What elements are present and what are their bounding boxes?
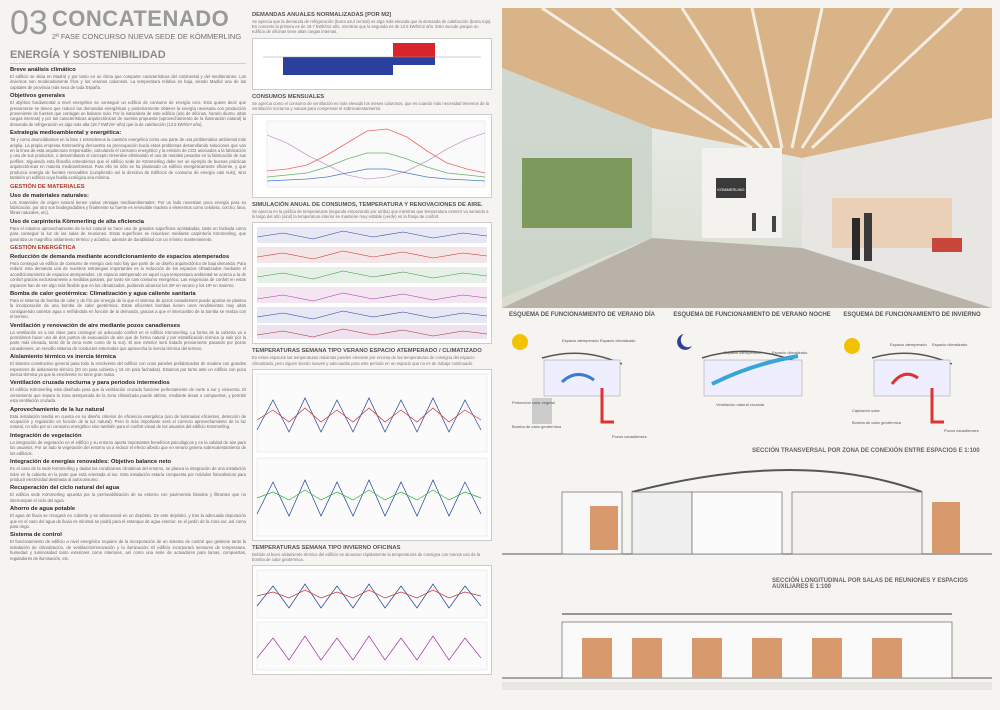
block-text: En estos espacios las temperaturas máximas pueden elevarse por encima de las temperaturas de consigna del espacio climatizado, pero siguen siendo suaves y adecuadas para este periodo en un espacio que no es de trabajo continuado.	[252, 355, 475, 366]
foundation	[502, 682, 992, 690]
annual-demand-svg	[253, 39, 491, 89]
block-text: Tal y como anunciábamos en la fase 1 entendemos la cuestión energética como una parte de una problemática ambiental más amplia. La propia empresa Kömmerling demuestra su preocupación hacia estos problemas desarrollando soluciones que van en la línea de esta arquitectura responsable, calculando el consumo energético y la emisión de CO2 asociados a la fabricación y uso de sus productos, o desarrollando el concepto Greenline eliminando el uso de metales pesados en la fabricación de sus perfiles. Siguiendo esta filosofía entendemos que el edificio sede de Kömmerling debe ser un ejemplo de buenas prácticas arquitectónicas en materia medioambiental. Para ello no sólo se ha planteado un edificio energéticamente eficiente, y que produzca energía de fuentes renovables (cumpliendo así la directiva de Edificios de consumo de energía casi nulo), sino también un edificio cuya huella ecológica sea mínima.	[10, 137, 246, 181]
person	[752, 213, 756, 231]
block-title: DEMANDAS ANUALES NORMALIZADAS [POR M2]	[252, 12, 392, 18]
red-armchair	[932, 238, 962, 252]
scheme-summer-night	[672, 312, 832, 452]
cooling-bar	[283, 57, 393, 75]
section-title: ENERGÍA Y SOSTENIBILIDAD	[10, 49, 246, 64]
sun-icon	[844, 338, 860, 354]
person	[864, 213, 872, 261]
plot-area	[257, 458, 487, 536]
winter-week-svg	[253, 566, 491, 674]
scheme-title: ESQUEMA DE FUNCIONAMIENTO DE VERANO NOCHE	[673, 312, 831, 318]
tempered-space	[632, 492, 692, 554]
schemes-row	[502, 312, 992, 452]
plot-area	[257, 622, 487, 670]
panel-number: 03	[10, 8, 48, 42]
annual-simulation-chart	[252, 222, 492, 344]
plot-area	[257, 570, 487, 618]
heating-bar	[393, 43, 435, 57]
person	[772, 216, 776, 232]
block-heading: Integración de vegetación	[10, 432, 82, 439]
connection-space	[692, 492, 782, 554]
block-text: Esta instalación tendrá en cuenta en su diseño criterios de eficiencia energética (uso de luminarias eficientes, detección de ocupación y regulación en función de la luz natural). Pero lo más importante será el correcto aprovechamiento de la luz natural, no sólo por un consumo energético sino también para el confort visual de los usuarios del edificio Kömmerling.	[10, 413, 246, 430]
block-text: Se aprecia como el consumo de ventilación es más elevado los meses calurosos, que es cuando más necesidad tenemos de la ventilación nocturna y natural para compensar el sobrecalentamiento.	[252, 100, 489, 111]
block-text: Los materiales de origen natural tienen varias ventajas medioambientales: Por un lado necesitan poca energía para su fabricación, por otro son biodegradables y finalmente su fuente es renovable madera o elementos como celulosa, corcho, lana, fibras naturales, etc).	[10, 199, 246, 216]
subsection-title: GESTIÓN DE MATERIALES	[10, 183, 85, 190]
block-text: El edificio sede Kömmerling apuesta por la permeabilización de su entorno con pavimentos blandos y filtrantes que no interrumpan el ciclo del agua.	[10, 492, 246, 503]
scheme-label: Espacio atemperado	[890, 342, 927, 347]
header	[10, 8, 246, 41]
monthly-consumption-chart	[252, 114, 492, 198]
building-box	[544, 360, 620, 396]
block-text: La integración de vegetación en el edificio y su entorno aporta importantes beneficios psicológicos y en la calidad de aire para los usuarios. Por un lado la vegetación del entorno va a reducir el efecto albedo que en verano genera sobrecalentamiento de los edificios.	[10, 439, 246, 456]
block-heading: Objetivos generales	[10, 93, 66, 100]
cooling-bar-2	[393, 57, 435, 65]
annual-simulation-svg	[253, 223, 491, 343]
left-column	[10, 8, 246, 704]
wood-panel	[590, 506, 618, 550]
block-text: Debido al buen aislamiento térmico del edificio se alcanzan rápidamente la temperaturas de consigna con menos uso de la bomba de calor geotérmica.	[252, 551, 481, 563]
middle-column	[252, 8, 492, 704]
garden-vegetation	[522, 158, 632, 228]
block-text: El agua de lluvia se recogerá en cubierta y se almacenará en un depósito. De este depósito, y tras la adecuada depuración que en el caso del agua de lluvia es mínimal se podrá para el estanque de agua exterior, en el jardín de la zona sur, así como para riego.	[10, 513, 246, 529]
block-heading: Uso de carpintería Kömmerling de alta eficiencia	[10, 218, 145, 225]
block-heading: Estrategia medioambiental y energética:	[10, 130, 122, 137]
block-heading: Uso de materiales naturales:	[10, 192, 89, 199]
summer-week-chart	[252, 369, 492, 541]
block-heading: Integración de energías renovables: Objetivo balance neto	[10, 459, 172, 466]
render-illustration	[502, 8, 992, 308]
monthly-consumption-svg	[253, 115, 491, 197]
scheme-label: Bomba de calor geotérmica	[512, 424, 561, 429]
block-title: SIMULACIÓN ANUAL DE CONSUMOS, TEMPERATURA Y RENOVACIONES DE AIRE.	[252, 202, 483, 209]
building-box	[874, 360, 950, 396]
scheme-label: Espacio climatizado	[932, 342, 968, 347]
scheme-label: Bomba de calor geotérmica	[852, 420, 901, 425]
block-text: Para conseguir un edificio de consumo de energía casi nulo hay que partir de un diseño arquitectónico de baja demanda. Para reducir esta demanda una de nuestras estrategias importantes es la reducción de los espacios climatizados mediante el acondicionamiento de espacios atemperados. Un espacio atemperado es aquel cuya temperatura ambiental se acerca a la de confort gracias exclusivamente a medidas pasivas, por tanto sin casi consumo energético. Las exigencias de confort en estos espacios han de ser algo más flexible que en los climatizados, pudiendo alcanzar los 28º en verano y los 19º en invierno.	[10, 260, 246, 288]
cross-section-svg	[502, 446, 992, 574]
block-heading: Breve análisis climático	[10, 67, 76, 73]
curved-roof	[632, 470, 922, 492]
block-heading: Aislamiento térmico vs inercia térmica	[10, 354, 116, 361]
section-title: SECCIÓN TRANSVERSAL POR ZONA DE CONEXIÓN ENTRE ESPACIOS E 1:100	[752, 448, 980, 454]
block-heading: Bomba de calor geotérmica: Climatización y agua caliente sanitaria	[10, 290, 196, 297]
block-text: El edificio se sitúa en Madrid y por tanto en un clima que comparte características del continental y del mediterráneo. Los inviernos son moderadamente fríos y los veranos calurosos. La temperatura relativa es baja, siendo Madrid una de las capitales de provincia más seca de toda España.	[10, 74, 246, 90]
scheme-label: Captación solar	[852, 408, 880, 413]
longitudinal-section	[502, 578, 992, 706]
section-title: SECCIÓN LONGITUDINAL POR SALAS DE REUNIONES Y ESPACIOS AUXILIARES E 1:100	[772, 578, 968, 590]
block-heading: Ventilación cruzada nocturna y para periodos intermedios	[10, 380, 170, 387]
block-heading: Aprovechamiento de la luz natural	[10, 406, 105, 413]
scheme-label: Espacio climatizado	[772, 350, 808, 355]
block-text: El objetivo fundamental a nivel energético se conseguir un edificio de consumo de energía cero. Esto quiere decir que previamente se tienen que reducir las demandas energéticas y posteriormente obtener la energía necesaria con producción proveniente de fuentes que consigan un balance nulo. Por la naturaleza de este edificio (uso de oficinas, horario diurno, altas cargas internas) y por las características arquitectónicas de nuestra propuesta (aprovechamiento de la iluminación natural) la demanda de refrigeración es algo más alta (18.7 kWh/m² año) que la de calefacción (13.5 kWh/m² año).	[10, 100, 246, 127]
office-space	[792, 492, 922, 554]
interior-render	[502, 8, 992, 308]
scheme-label: Protección solar vegetal	[512, 400, 555, 405]
cross-section	[502, 446, 992, 576]
annual-demand-chart	[252, 38, 492, 90]
scheme-summer-day	[502, 312, 662, 452]
summer-week-svg	[253, 370, 491, 540]
block-text: El sistema constructivo general pasa todo la envolvente del edificio con unos paneles prefabricados de madera con grandes espesores de aislamiento térmico (20 cm para cubierta y 15 cm para fachadas). Estamos por tanto ante un edificio con poca inercia térmica ya que la envolvente no tiene gran masa.	[10, 361, 246, 378]
block-text: Se aprecia en la gráfica de temperaturas (segunda empezando por arriba) que mientras que temperatura exterior va variando a lo largo del año (azul) la temperatura interior se mantiene muy estable (verde) en la franja de confort.	[252, 209, 489, 220]
scheme-title: ESQUEMA DE FUNCIONAMIENTO DE INVIERNO	[843, 312, 981, 318]
scheme-winter	[832, 312, 992, 452]
block-title: TEMPERATURAS SEMANA TIPO VERANO ESPACIO ATEMPERADO / CLIMATIZADO	[252, 348, 482, 355]
moon-icon	[677, 334, 692, 350]
left-text-blocks	[10, 67, 246, 561]
block-text: El edificio Kömmerling está diseñado para que la ventilación cruzada funcione perfectamente de norte a sur y viceversa. El cerramiento que separa la zona atemperada de la zona climatizada puede abrirse, mediante áreas o compuertas, y permitir esta ventilación cruzada.	[10, 387, 246, 404]
plot-area	[267, 121, 485, 187]
kommerling-sign: KÖMMERLING	[717, 187, 745, 192]
strip	[257, 287, 487, 303]
scheme-label: Pozos canadienses	[612, 434, 647, 439]
block-heading: Recuperación del ciclo natural del agua	[10, 485, 120, 492]
block-title: CONSUMOS MENSUALES	[252, 93, 325, 100]
block-text: El funcionamiento de edificio a nivel energético requiere de la incorporación de un sistema de control que gestione tanto la instalación de climatización, de ventilación/renovación y la iluminación. El edificio incorporará sensores de temperatura, humedad y luminosidad tanto exteriores como interiores, así como una serie de actuadores para lamas, compuertas, reguladores de iluminación, etc.	[10, 539, 246, 561]
scheme-title: ESQUEMA DE FUNCIONAMIENTO DE VERANO DÍA	[508, 312, 655, 318]
sun-icon	[512, 334, 528, 350]
person	[852, 218, 860, 260]
scheme-summer-night-svg	[672, 324, 832, 444]
wood-panel	[932, 502, 960, 554]
block-text: Para el sistema de bomba de calor y de frío por energía de la que el sistema de pozos canadienses puede aportar se plantea la incorporación de una bomba de calor geotérmica. Estas eficientes bombas tienen unos rendimientos muy altos consiguiendo calentar agua o enfriándola en función de la demanda, gracias a que el intercambio de la bomba se realiza con el terreno.	[10, 297, 246, 320]
scheme-label: Espacio atemperado	[562, 338, 599, 343]
plot-area	[257, 374, 487, 452]
strip	[257, 325, 487, 339]
block-title: TEMPERATURAS SEMANA TIPO INVIERNO OFICINAS	[252, 544, 401, 551]
block-text: La ventilación es a tan clave para conseguir un adecuado confort en el edificio Kömmerling. La forma de la cubierta va a permitirnos hacer uso de dos puntos de evacuación de aire que de forma natural y por estratificación térmica (a salir por la parte más elevada, tanto de la zona norte como de la sur). El aire exterior será tratado previamente pasando por pozos canadienses, un sencillo sistema de conductos enterrados que aprovecha la inercia térmica del terreno.	[10, 329, 246, 351]
scheme-label: Ventilación natural cruzada	[716, 402, 765, 407]
block-heading: Sistema de control	[10, 532, 62, 539]
scheme-label: Espacio atemperado	[724, 350, 761, 355]
block-heading: Reducción de demanda mediante acondicionamiento de espacios atemperados	[10, 253, 230, 260]
scheme-label: Espacio climatizado	[600, 338, 636, 343]
block-text: Para el máximo aprovechamiento de la luz natural se hace uso de grandes superficies acristaladas, tanto en fachada como para conseguir la luz de las salas de reuniones. Estas superficies se resuelven mediante carpintería Kömmerling, que garantiza un magnífico aislamiento térmico y acústico, además de durabilidad con un mínimo mantenimiento.	[10, 225, 246, 242]
project-subtitle: 2ª FASE CONCURSO NUEVA SEDE DE KÖMMERLING	[51, 32, 242, 41]
block-heading: Ahorro de agua potable	[10, 506, 76, 513]
block-text: Se aprecia que la demanda de refrigeración (barra azul central) es algo más elevada que la demanda de calefacción (barra roja). En concreto la primera es de 18.7 kWh/m2 año, mientras que la segunda es de 13.5 kWh/m2 año. Esto sucede porque un edificio de oficinas tiene altas cargas internas.	[252, 19, 492, 35]
block-text: En el caso de la sede Kömmerling y dadas las condiciones climáticas del entorno, se planea la integración de una instalación solar en la cubierta en la parte que está orientada al sur. Esta instalación estaría compuesta por módulos fotovoltaicos para producir electricidad destinada al autoconsumo.	[10, 466, 246, 482]
project-title: CONCATENADO	[51, 8, 230, 31]
winter-week-chart	[252, 565, 492, 675]
block-heading: Ventilación y renovación de aire mediante pozos canadienses	[10, 322, 181, 329]
subsection-title: GESTIÓN ENERGÉTICA	[10, 244, 76, 251]
longitudinal-section-svg	[502, 578, 992, 704]
scheme-label: Pozos canadienses	[944, 428, 979, 433]
